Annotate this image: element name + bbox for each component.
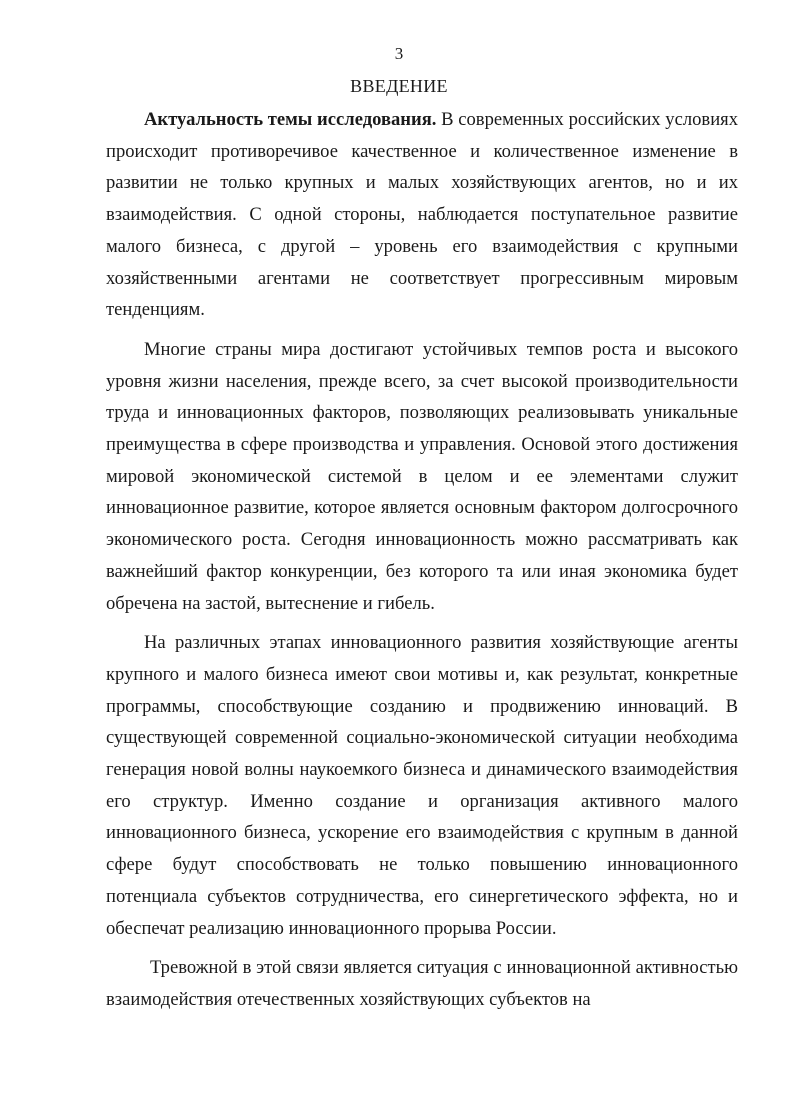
paragraph-2: Многие страны мира достигают устойчивых темпов роста и высокого уровня жизни населения, прежде всего, за счет высокой производительности труда и инновационных факторов, позволяющих реализовывать уникальные преимущества в сфере производства и управления. Основой этого достижения мировой экономической системой в целом и ее элементами служит инновационное развитие, которое является основным фактором долгосрочного экономического роста. Сегодня инновационность можно рассматривать как важнейший фактор конкуренции, без которого та или иная экономика будет обречена на застой, вытеснение и гибель. [106, 338, 738, 614]
paragraph-text: В современных российских условиях происходит противоречивое качественное и количественное изменение в развитии не только крупных и малых хозяйствующих агентов, но и их взаимодействия. С одной стороны, наблюдается поступательное развитие малого бизнеса, с другой – уровень его взаимодействия с крупными хозяйственными агентами не соответствует прогрессивным мировым тенденциям. [106, 109, 738, 321]
paragraph-4: Тревожной в этой связи является ситуация с инновационной активностью взаимодействия отечественных хозяйствующих субъектов на [106, 957, 738, 1010]
paragraph-lead: Актуальность темы исследования. [144, 109, 437, 130]
paragraph-3: На различных этапах инновационного развития хозяйствующие агенты крупного и малого бизнеса имеют свои мотивы и, как результат, конкретные программы, способствующие созданию и продвижению инноваций. В существующей современной социально-экономической ситуации необходима генерация новой волны наукоемкого бизнеса и динамического взаимодействия его структур. Именно создание и организация активного малого инновационного бизнеса, ускорение его взаимодействия с крупным в данной сфере будут способствовать не только повышению инновационного потенциала субъектов сотрудничества, его синергетического эффекта, но и обеспечат реализацию инновационного прорыва России. [106, 632, 738, 939]
page-number: 3 [394, 44, 404, 63]
section-title: ВВЕДЕНИЕ [350, 76, 448, 96]
body-text [106, 104, 738, 1016]
paragraph-1 [106, 104, 738, 326]
